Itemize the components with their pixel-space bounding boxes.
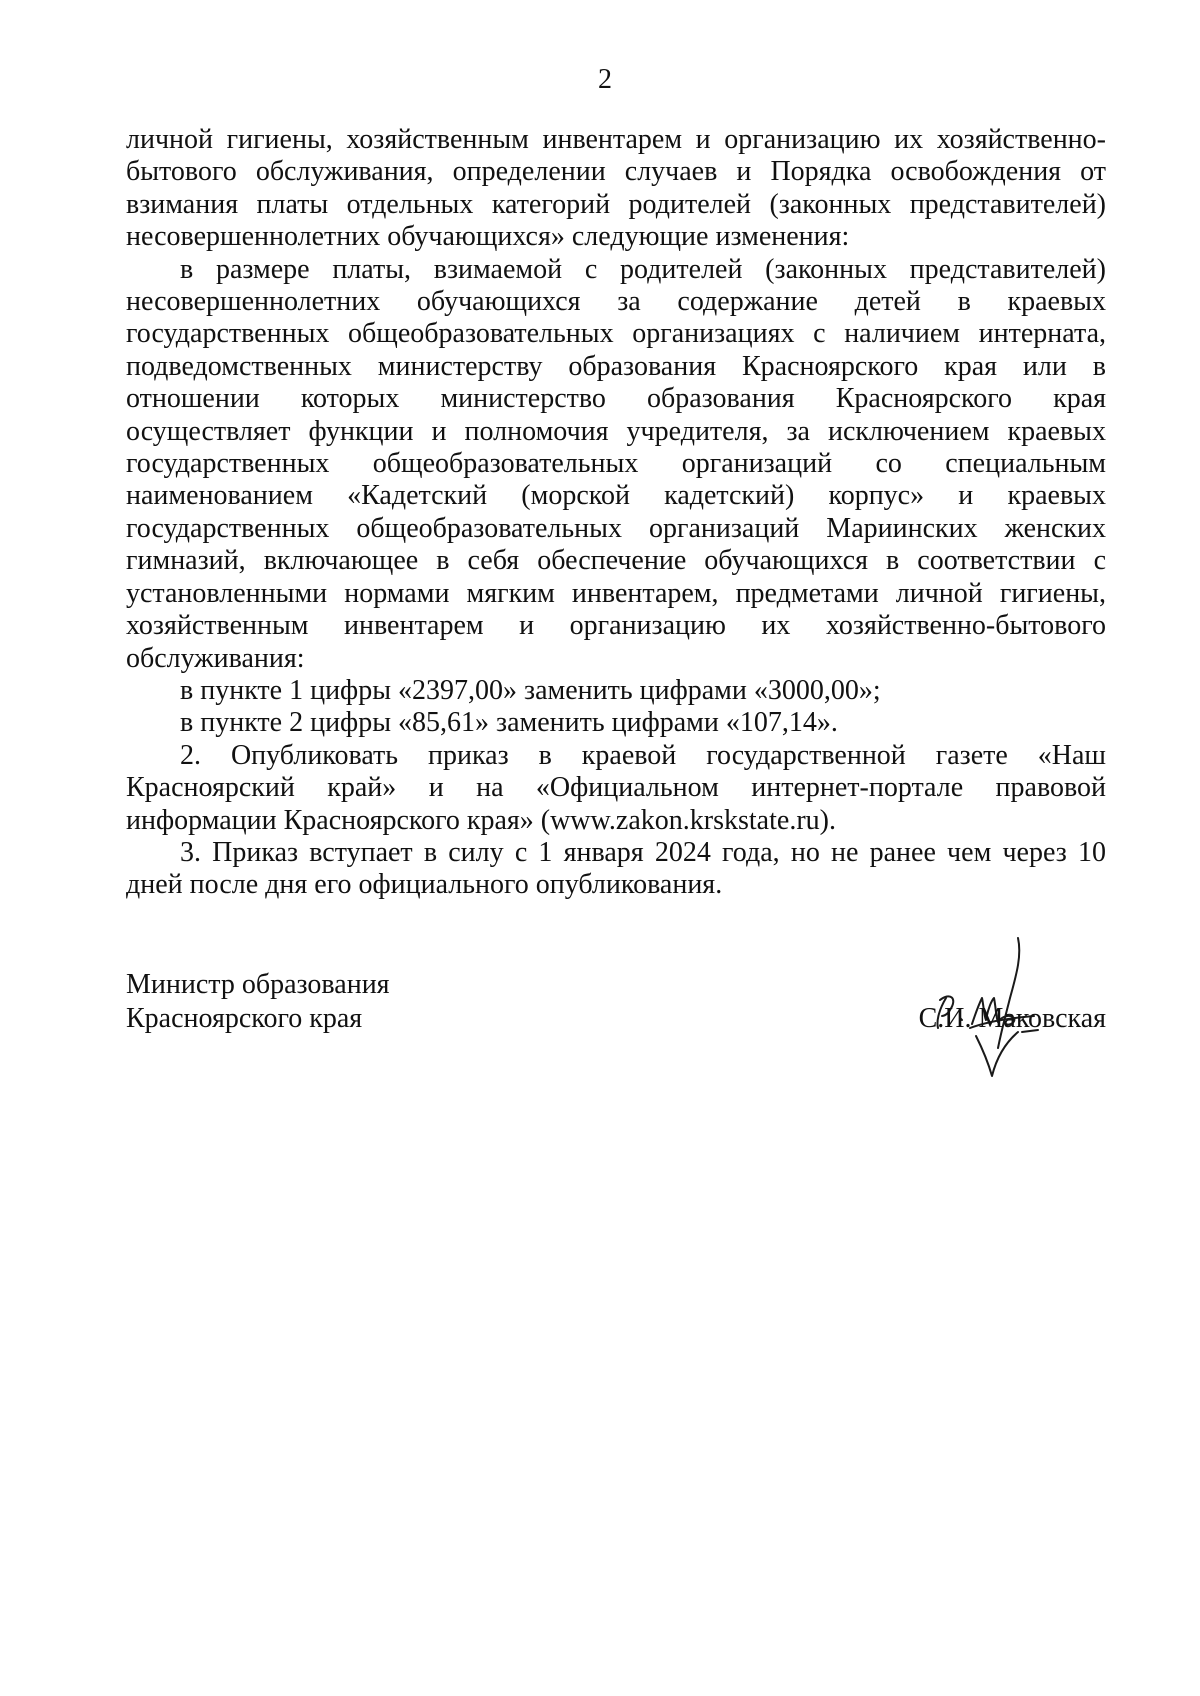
paragraph-continuation: личной гигиены, хозяйственным инвентарем и организацию их хозяйственно-бытового обслуживания, определении случаев и Порядка освобождения от взимания платы отдельных категорий родителей (законных представителей) несовершеннолетних обучающихся» следующие изменения: — [126, 124, 1106, 253]
paragraph-item-1: в пункте 1 цифры «2397,00» заменить цифрами «3000,00»; — [180, 674, 881, 706]
signatory-position — [126, 968, 390, 1036]
signatory-position-line-1: Министр образования — [126, 969, 390, 1000]
paragraph-fee-amendment: в размере платы, взимаемой с родителей (законных представителей) несовершеннолетних обучающихся за содержание детей в краевых государственных общеобразовательных организациях с наличием интерната, подведомственных министерству образования Красноярского края или в отношении которых министерство образования Красноярского края осуществляет функции и полномочия учредителя, за исключением краевых государственных общеобразовательных организаций со специальным наименованием «Кадетский (морской кадетский) корпус» и краевых государственных общеобразовательных организаций Мариинских женских гимназий, включающее в себя обеспечение обучающихся в соответствии с установленными нормами мягким инвентарем, предметами личной гигиены, хозяйственным инвентарем и организацию их хозяйственно-бытового обслуживания: — [126, 253, 1106, 674]
paragraph-item-2: в пункте 2 цифры «85,61» заменить цифрами «107,14». — [180, 707, 838, 739]
signatory-position-line-2: Красноярского края — [126, 1003, 363, 1034]
paragraph-publish: 2. Опубликовать приказ в краевой государственной газете «Наш Красноярский край» и на «Официальном интернет-портале правовой информации Красноярского края» (www.zakon.krskstate.ru). — [126, 739, 1106, 836]
paragraph-effective-date: 3. Приказ вступает в силу с 1 января 2024 года, но не ранее чем через 10 дней после дня его официального опубликования. — [126, 836, 1106, 901]
signature-block — [126, 968, 1106, 1078]
document-body — [126, 124, 1106, 902]
page-number: 2 — [598, 64, 612, 95]
signatory-name: С.И. Маковская — [918, 1003, 1106, 1034]
